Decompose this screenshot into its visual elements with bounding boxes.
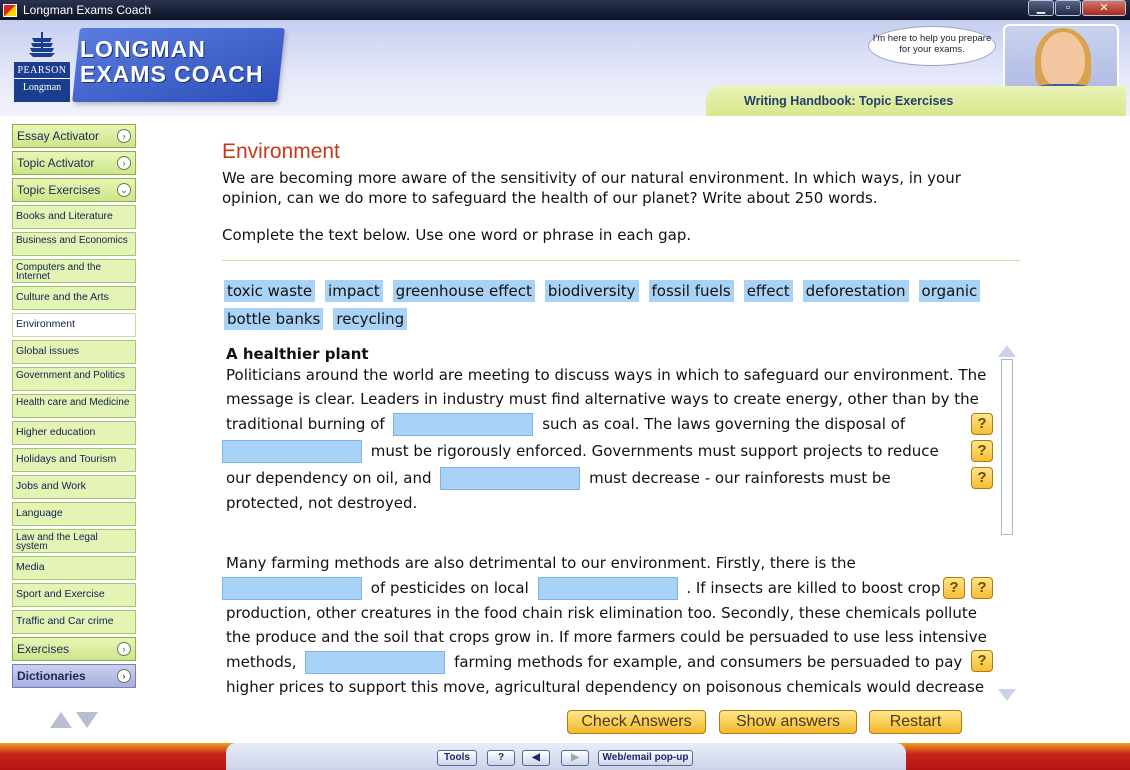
arrow-right-icon: › (117, 129, 131, 143)
word-chip[interactable]: greenhouse effect (393, 280, 535, 302)
passage-text: farming methods for example, and consumers be persuaded to pay (454, 653, 963, 671)
passage-line (222, 575, 992, 602)
word-chip[interactable]: fossil fuels (649, 280, 734, 302)
section-tab (706, 86, 1126, 116)
topic-health-medicine[interactable]: Health care and Medicine (12, 394, 136, 418)
topic-business-economics[interactable]: Business and Economics (12, 232, 136, 256)
back-button[interactable]: ◀ (522, 750, 550, 766)
nav-label: Topic Exercises (17, 183, 101, 197)
nav-dictionaries[interactable] (12, 664, 136, 688)
arrow-right-icon: › (117, 156, 131, 170)
app-header (0, 20, 1130, 116)
topic-global-issues[interactable]: Global issues (12, 340, 136, 364)
maximize-button[interactable]: ▫ (1055, 0, 1081, 16)
product-logo (80, 37, 264, 87)
passage-title: A healthier plant (226, 345, 369, 363)
passage-line (222, 411, 992, 438)
task-prompt: We are becoming more aware of the sensitivity of our natural environment. In which ways, in your opinion, can we do more to safeguard the health of our planet? Write about 250 words. (222, 169, 961, 207)
topic-computers-internet[interactable]: Computers and the Internet (12, 259, 136, 283)
topic-books-literature[interactable]: Books and Literature (12, 205, 136, 229)
show-answers-button[interactable]: Show answers (719, 710, 857, 734)
topic-culture-arts[interactable]: Culture and the Arts (12, 286, 136, 310)
nav-exercises[interactable] (12, 637, 136, 661)
nav-topic-exercises[interactable] (12, 178, 136, 202)
word-chip[interactable]: impact (325, 280, 383, 302)
hint-button-5[interactable]: ? (971, 577, 993, 599)
minimize-button[interactable]: ▁ (1028, 0, 1054, 16)
window-title: Longman Exams Coach (23, 3, 152, 17)
title-bar (0, 0, 1130, 20)
topic-holidays-tourism[interactable]: Holidays and Tourism (12, 448, 136, 472)
longman-wordmark: Longman (22, 82, 62, 93)
word-chip[interactable]: recycling (333, 308, 407, 330)
answer-gap-3[interactable] (440, 467, 580, 490)
ship-icon (28, 32, 56, 58)
hint-button-4[interactable]: ? (943, 577, 965, 599)
answer-gap-6[interactable] (305, 651, 445, 674)
app-icon (3, 4, 17, 17)
passage-line: higher prices to support this move, agricultural dependency on poisonous chemicals would decrease (226, 678, 985, 696)
divider (222, 260, 1020, 261)
topic-government-politics[interactable]: Government and Politics (12, 367, 136, 391)
page-title: Environment (222, 140, 340, 163)
answer-gap-1[interactable] (393, 413, 533, 436)
passage-line: the produce and the soil that crops grow in. If more farmers could be persuaded to use less intensive (226, 627, 987, 646)
passage-text: traditional burning of (226, 415, 385, 433)
scroll-down-icon[interactable] (998, 689, 1016, 701)
passage-line: protected, not destroyed. (226, 494, 418, 512)
passage-text: such as coal. The laws governing the disposal of (542, 415, 906, 433)
topic-media[interactable]: Media (12, 556, 136, 580)
answer-gap-4[interactable] (222, 577, 362, 600)
close-button[interactable]: ✕ (1082, 0, 1126, 16)
topic-higher-education[interactable]: Higher education (12, 421, 136, 445)
topic-sport-exercise[interactable]: Sport and Exercise (12, 583, 136, 607)
check-answers-button[interactable]: Check Answers (567, 710, 706, 734)
word-bank (224, 280, 1014, 330)
instruction: Complete the text below. Use one word or phrase in each gap. (222, 226, 692, 244)
section-title: Writing Handbook: Topic Exercises (744, 94, 954, 108)
word-chip[interactable]: effect (744, 280, 793, 302)
nav-label: Topic Activator (17, 156, 95, 170)
topic-law-legal[interactable]: Law and the Legal system (12, 529, 136, 553)
hint-button-6[interactable]: ? (971, 650, 993, 672)
passage-text: our dependency on oil, and (226, 469, 432, 487)
arrow-right-icon: › (117, 669, 131, 683)
scroll-thumb[interactable] (1001, 359, 1013, 535)
help-button[interactable]: ? (487, 750, 515, 766)
passage-line: production, other creatures in the food chain risk elimination too. Secondly, these chemicals pollute (226, 604, 977, 622)
passage-text: methods, (226, 653, 297, 671)
scroll-up-icon[interactable] (50, 712, 72, 728)
nav-essay-activator[interactable] (12, 124, 136, 148)
word-chip[interactable]: biodiversity (545, 280, 639, 302)
passage-line: message is clear. Leaders in industry must find alternative ways to create energy, other than by the (226, 389, 979, 408)
word-chip[interactable]: organic (919, 280, 981, 302)
scroll-down-icon[interactable] (76, 712, 98, 728)
nav-label: Essay Activator (17, 129, 100, 143)
pearson-logo (14, 32, 70, 104)
logo-line-2: EXAMS COACH (80, 61, 264, 87)
arrow-down-icon: ⌄ (117, 183, 131, 197)
passage-text: must be rigorously enforced. Governments must support projects to reduce (370, 442, 939, 460)
answer-gap-2[interactable] (222, 440, 362, 463)
word-chip[interactable]: deforestation (803, 280, 909, 302)
passage-text: . If insects are killed to boost crop (686, 579, 941, 597)
topic-language[interactable]: Language (12, 502, 136, 526)
hint-button-3[interactable]: ? (971, 467, 993, 489)
passage-text: of pesticides on local (370, 579, 529, 597)
passage-line (222, 649, 992, 676)
answer-gap-5[interactable] (538, 577, 678, 600)
hint-button-2[interactable]: ? (971, 440, 993, 462)
passage-scrollbar[interactable] (998, 345, 1016, 701)
restart-button[interactable]: Restart (869, 710, 962, 734)
tools-button[interactable]: Tools (437, 750, 477, 766)
nav-label: Dictionaries (17, 669, 86, 683)
topic-environment[interactable]: Environment (12, 313, 136, 337)
forward-button[interactable]: ▶ (561, 750, 589, 766)
word-chip[interactable]: toxic waste (224, 280, 315, 302)
passage-line: Many farming methods are also detrimental to our environment. Firstly, there is the (226, 553, 856, 572)
passage-text: must decrease - our rainforests must be (589, 469, 891, 487)
nav-label: Exercises (17, 642, 70, 656)
arrow-right-icon: › (117, 642, 131, 656)
topic-traffic-car-crime[interactable]: Traffic and Car crime (12, 610, 136, 634)
passage-line (222, 465, 992, 492)
gap-fill-passage (222, 344, 992, 706)
sidebar (12, 124, 138, 691)
word-chip[interactable]: bottle banks (224, 308, 323, 330)
sidebar-scroll-arrows (50, 712, 98, 728)
main-content (222, 140, 1022, 328)
speech-bubble: I'm here to help you prepare for your exams. (868, 26, 996, 66)
logo-line-1: LONGMAN (80, 36, 206, 62)
passage-line: Politicians around the world are meeting to discuss ways in which to safeguard our environment. The (226, 366, 987, 384)
scroll-up-icon[interactable] (998, 345, 1016, 357)
nav-topic-activator[interactable] (12, 151, 136, 175)
hint-button-1[interactable]: ? (971, 413, 993, 435)
web-email-popup-button[interactable]: Web/email pop-up (598, 750, 693, 766)
topic-jobs-work[interactable]: Jobs and Work (12, 475, 136, 499)
pearson-wordmark: PEARSON (14, 62, 70, 79)
passage-line (222, 438, 992, 465)
